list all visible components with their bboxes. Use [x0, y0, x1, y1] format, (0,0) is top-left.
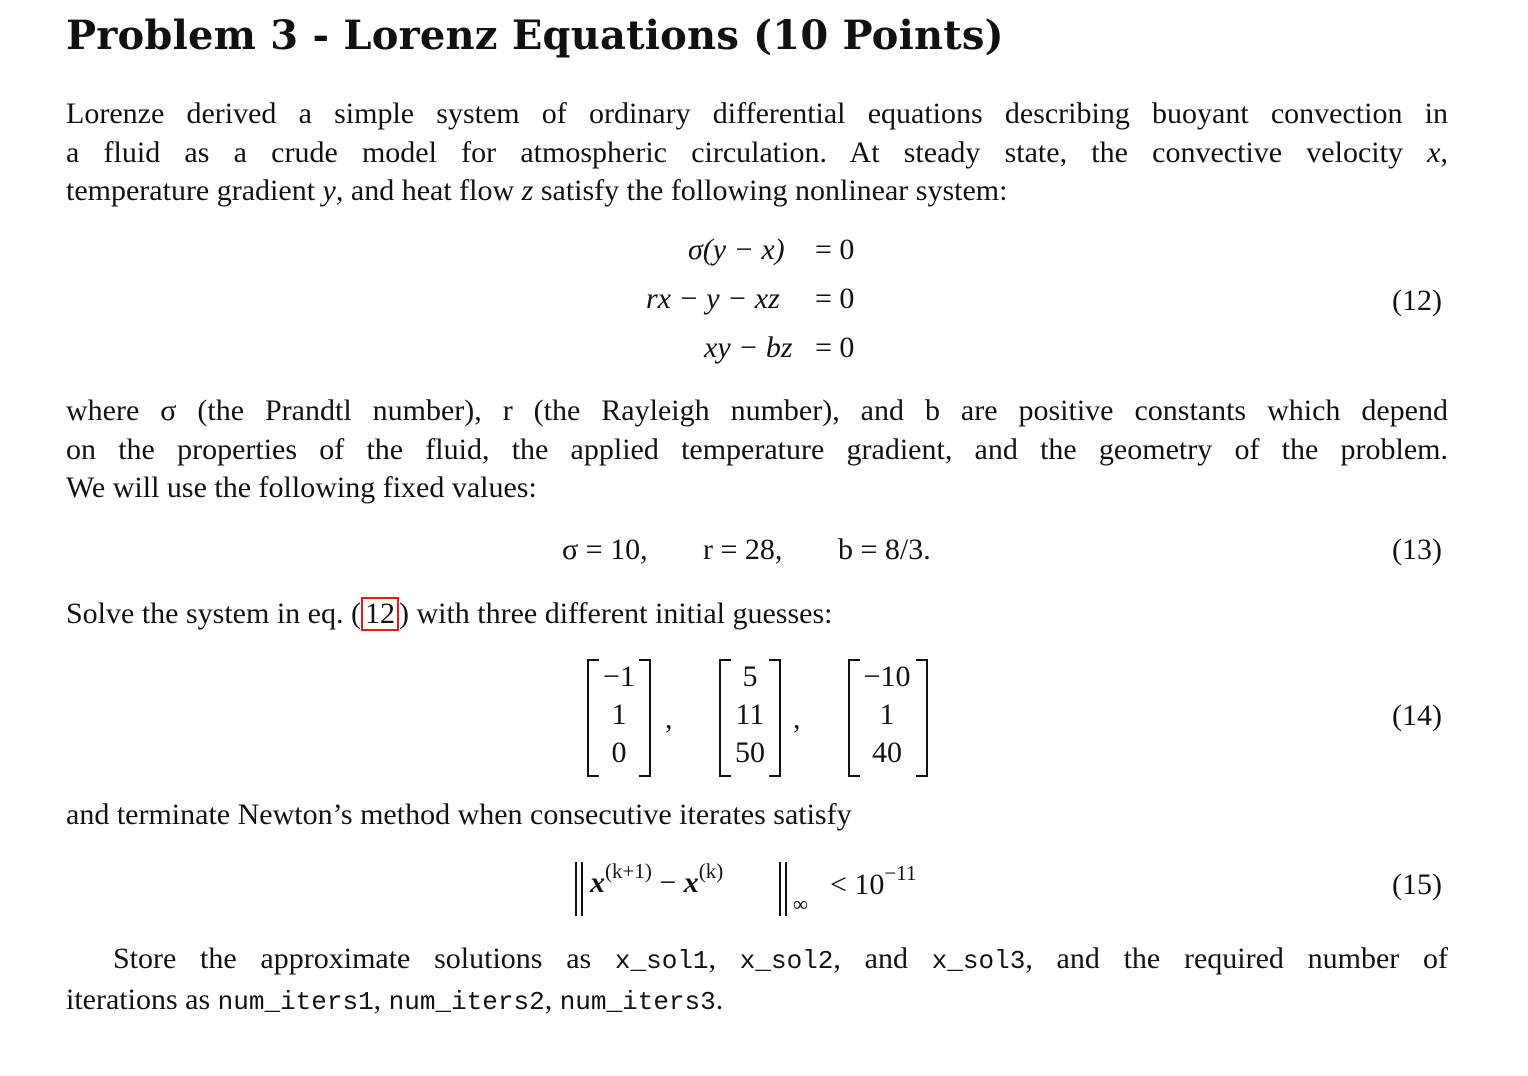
vector-cell: 50 — [735, 736, 765, 769]
solve-paragraph — [66, 595, 1448, 634]
bold-x-symbol: x — [683, 866, 699, 899]
store-text: iterations as — [66, 982, 218, 1016]
equation-3-rhs: = 0 — [815, 331, 855, 364]
equation-number-12: (12) — [1392, 284, 1442, 317]
guess-vector-2 — [719, 659, 781, 777]
intro-text: , — [1440, 135, 1448, 169]
solve-text: ) with three different initial guesses: — [398, 597, 833, 630]
code-var-x-sol1: x_sol1 — [614, 946, 709, 976]
intro-line-3 — [66, 172, 1448, 211]
intro-text: satisfy the following nonlinear system: — [533, 174, 1008, 207]
where-line-3: We will use the following fixed values: — [66, 471, 537, 504]
var-x: x — [1427, 135, 1441, 169]
equation-ref-link[interactable]: 12 — [361, 597, 399, 631]
var-z: z — [521, 174, 534, 207]
vector-cell: 1 — [611, 698, 627, 731]
where-line-1: where σ (the Prandtl number), r (the Rayleigh number), and b are positive constants which depend — [66, 394, 1448, 427]
norm-bar-left-1 — [575, 862, 577, 916]
constant-sigma: σ = 10, — [562, 533, 648, 566]
code-var-num-iters2: num_iters2 — [388, 986, 545, 1017]
code-var-num-iters1: num_iters1 — [217, 986, 374, 1017]
equation-number-13: (13) — [1392, 533, 1442, 566]
store-line-1 — [66, 940, 1448, 981]
intro-text: temperature gradient — [66, 174, 323, 207]
subscript-infinity: ∞ — [793, 892, 808, 916]
code-var-x-sol3: x_sol3 — [931, 946, 1026, 976]
intro-text: , and heat flow — [335, 174, 522, 207]
vector-cell: 5 — [742, 660, 758, 693]
var-y: y — [322, 174, 336, 207]
store-text: , — [544, 982, 560, 1016]
equation-2-rhs: = 0 — [815, 282, 855, 315]
intro-line-1: Lorenze derived a simple system of ordinary differential equations describing buoyant convection in — [66, 97, 1448, 130]
superscript-k-plus-1: (k+1) — [605, 859, 652, 883]
solve-line — [66, 595, 1448, 634]
store-text: , and — [833, 942, 932, 975]
code-var-num-iters3: num_iters3 — [559, 986, 716, 1017]
vector-cell: −1 — [603, 660, 635, 693]
equation-1-rhs: = 0 — [815, 233, 855, 266]
criterion-expression — [590, 859, 724, 900]
store-line-2 — [66, 981, 1448, 1022]
vector-cell: −10 — [863, 660, 911, 693]
store-text: . — [715, 982, 724, 1016]
store-paragraph — [66, 940, 1448, 1021]
store-text: , — [708, 942, 740, 975]
superscript-k: (k) — [698, 859, 724, 883]
norm-bar-right-1 — [779, 862, 781, 916]
terminate-line: and terminate Newton’s method when consecutive iterates satisfy — [66, 798, 852, 831]
problem-title: Problem 3 - Lorenz Equations (10 Points) — [66, 12, 1004, 59]
minus-sign: − — [659, 866, 677, 899]
where-line-2: on the properties of the fluid, the applied temperature gradient, and the geometry of the problem. — [66, 432, 1448, 466]
criterion-bound — [830, 861, 917, 902]
norm-bar-right-2 — [785, 862, 787, 916]
equation-number-14: (14) — [1392, 699, 1442, 732]
where-paragraph — [66, 392, 1448, 508]
norm-bar-left-2 — [581, 862, 583, 916]
store-text: Store the approximate solutions as — [113, 942, 615, 975]
equation-number-15: (15) — [1392, 868, 1442, 901]
code-var-x-sol2: x_sol2 — [739, 946, 834, 976]
equation-1-lhs: σ(y − x) — [688, 233, 785, 266]
vector-separator: , — [793, 702, 801, 735]
store-text: , and the required number of — [1025, 942, 1449, 975]
equation-3-lhs: xy − bz — [704, 331, 793, 364]
vector-cell: 40 — [872, 736, 902, 769]
intro-text: a fluid as a crude model for atmospheric circulation. At steady state, the convective velocity — [66, 135, 1428, 169]
guess-vector-3 — [848, 659, 928, 777]
equation-2-lhs: rx − y − xz — [646, 282, 780, 315]
vector-cell: 11 — [735, 698, 765, 731]
intro-paragraph — [66, 95, 1448, 211]
less-than-bound: < 10 — [830, 868, 885, 901]
exponent: −11 — [884, 861, 917, 885]
bold-x-symbol: x — [590, 866, 605, 899]
vector-cell: 0 — [611, 736, 627, 769]
intro-line-2 — [66, 134, 1448, 173]
guess-vector-1 — [587, 659, 651, 777]
solve-text: Solve the system in eq. ( — [66, 597, 361, 630]
vector-cell: 1 — [879, 698, 895, 731]
constant-r: r = 28, — [703, 533, 783, 566]
constant-b: b = 8/3. — [838, 533, 931, 566]
terminate-paragraph — [66, 796, 1448, 835]
store-text: , — [373, 982, 389, 1016]
vector-separator: , — [665, 702, 673, 735]
